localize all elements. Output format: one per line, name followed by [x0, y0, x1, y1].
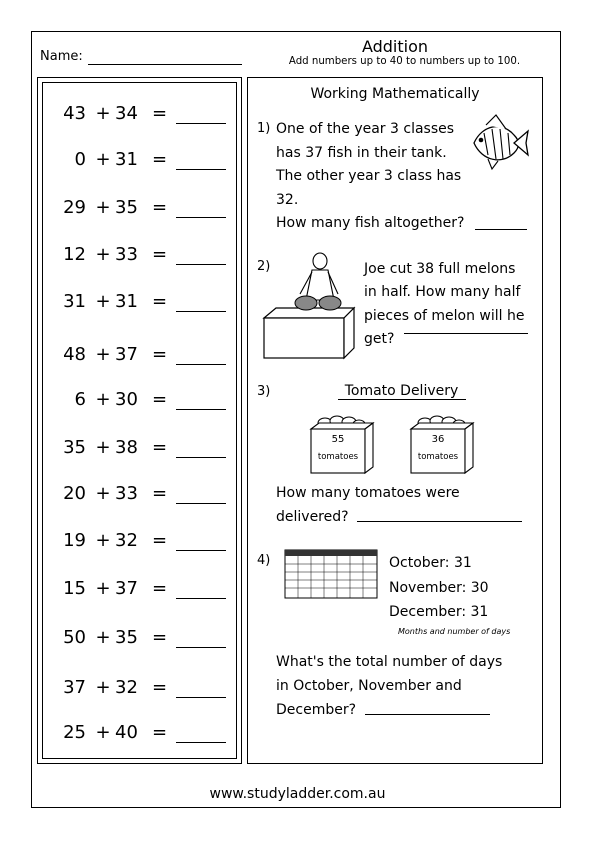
question-2-line-3: pieces of melon will he [364, 308, 525, 324]
problem-row [42, 677, 237, 705]
problem-answer-blank[interactable] [176, 598, 226, 599]
problem-answer-blank[interactable] [176, 123, 226, 124]
question-1-line-5: How many fish altogether? [276, 215, 465, 231]
problem-equals: = [152, 103, 168, 124]
problem-operator: + [95, 437, 111, 458]
problem-equals: = [152, 149, 168, 170]
question-3-title-underline [338, 399, 466, 400]
problem-addend-1: 20 [63, 483, 86, 504]
problem-equals: = [152, 344, 168, 365]
problem-row [42, 197, 237, 225]
question-4-number: 4) [257, 553, 271, 568]
question-1-number: 1) [257, 121, 271, 136]
problem-addend-2: 37 [115, 344, 138, 365]
problem-operator: + [95, 149, 111, 170]
problem-addend-2: 37 [115, 578, 138, 599]
problem-addend-2: 31 [115, 149, 138, 170]
question-1-answer-line[interactable] [475, 229, 527, 230]
fish-icon [468, 113, 530, 171]
question-3-line-2: delivered? [276, 509, 349, 525]
problem-answer-blank[interactable] [176, 217, 226, 218]
problem-row [42, 437, 237, 465]
question-4-answer-line[interactable] [365, 714, 490, 715]
problem-row [42, 722, 237, 750]
tomato-box-1-count: 55 [331, 434, 345, 445]
problem-row [42, 344, 237, 372]
problem-answer-blank[interactable] [176, 311, 226, 312]
problem-equals: = [152, 197, 168, 218]
problem-row [42, 530, 237, 558]
problem-operator: + [95, 103, 111, 124]
problem-answer-blank[interactable] [176, 169, 226, 170]
problem-equals: = [152, 627, 168, 648]
problem-operator: + [95, 197, 111, 218]
month-october: October: 31 [389, 555, 472, 571]
question-1-line-2: has 37 fish in their tank. [276, 145, 447, 161]
problem-addend-1: 29 [63, 197, 86, 218]
problem-answer-blank[interactable] [176, 550, 226, 551]
problem-addend-1: 35 [63, 437, 86, 458]
question-1-line-3: The other year 3 class has [276, 168, 462, 184]
problem-row [42, 244, 237, 272]
problem-addend-1: 15 [63, 578, 86, 599]
problem-operator: + [95, 677, 111, 698]
problem-addend-2: 35 [115, 197, 138, 218]
problem-addend-2: 30 [115, 389, 138, 410]
problem-operator: + [95, 530, 111, 551]
question-4-line-3: December? [276, 702, 357, 718]
problem-operator: + [95, 244, 111, 265]
question-4-line-2: in October, November and [276, 678, 462, 694]
question-2-line-1: Joe cut 38 full melons [364, 261, 516, 277]
problem-addend-1: 37 [63, 677, 86, 698]
problem-addend-2: 33 [115, 244, 138, 265]
problem-addend-2: 33 [115, 483, 138, 504]
working-mathematically-heading: Working Mathematically [310, 86, 480, 102]
problem-row [42, 389, 237, 417]
tomato-box-2-count: 36 [431, 434, 445, 445]
tomato-box-1-label: tomatoes [317, 452, 359, 462]
problem-operator: + [95, 291, 111, 312]
problem-equals: = [152, 244, 168, 265]
problem-row [42, 291, 237, 319]
month-november: November: 30 [389, 580, 489, 596]
problem-row [42, 103, 237, 131]
problem-addend-2: 40 [115, 722, 138, 743]
question-1-line-1: One of the year 3 classes [276, 121, 455, 137]
problem-equals: = [152, 677, 168, 698]
problem-row [42, 627, 237, 655]
problem-answer-blank[interactable] [176, 364, 226, 365]
question-2-answer-line[interactable] [404, 333, 528, 334]
problem-equals: = [152, 291, 168, 312]
problem-answer-blank[interactable] [176, 264, 226, 265]
problem-equals: = [152, 578, 168, 599]
problem-addend-2: 35 [115, 627, 138, 648]
problem-addend-1: 50 [63, 627, 86, 648]
problem-addend-2: 38 [115, 437, 138, 458]
problem-answer-blank[interactable] [176, 647, 226, 648]
problem-addend-2: 32 [115, 530, 138, 551]
worksheet-title: Addition [361, 37, 429, 56]
name-label: Name: [40, 49, 83, 64]
problem-row [42, 149, 237, 177]
question-2-line-2: in half. How many half [364, 284, 521, 300]
problems-inner-border [42, 82, 237, 759]
problem-addend-1: 12 [63, 244, 86, 265]
problem-addend-2: 31 [115, 291, 138, 312]
problem-operator: + [95, 722, 111, 743]
problem-addend-1: 25 [63, 722, 86, 743]
problem-addend-1: 48 [63, 344, 86, 365]
problem-addend-1: 43 [63, 103, 86, 124]
problem-equals: = [152, 530, 168, 551]
question-3-line-1: How many tomatoes were [276, 485, 460, 501]
problem-equals: = [152, 437, 168, 458]
problem-operator: + [95, 483, 111, 504]
melon-cutter-illustration [262, 250, 357, 362]
problem-operator: + [95, 389, 111, 410]
problem-operator: + [95, 627, 111, 648]
worksheet-subtitle: Add numbers up to 40 to numbers up to 100. [288, 56, 521, 67]
problem-answer-blank[interactable] [176, 457, 226, 458]
problem-equals: = [152, 389, 168, 410]
footer-url: www.studyladder.com.au [209, 786, 386, 802]
month-december: December: 31 [389, 604, 489, 620]
problem-operator: + [95, 578, 111, 599]
calendar-icon [284, 549, 378, 599]
months-note: Months and number of days [398, 627, 511, 636]
problem-equals: = [152, 722, 168, 743]
problem-addend-2: 32 [115, 677, 138, 698]
problem-addend-1: 0 [74, 149, 86, 170]
question-3-title: Tomato Delivery [344, 383, 459, 399]
problem-operator: + [95, 344, 111, 365]
question-2-line-4: get? [364, 331, 395, 347]
problem-answer-blank[interactable] [176, 742, 226, 743]
problem-row [42, 483, 237, 511]
problem-answer-blank[interactable] [176, 503, 226, 504]
question-1-line-4: 32. [276, 192, 299, 208]
problem-answer-blank[interactable] [176, 409, 226, 410]
problem-addend-1: 31 [63, 291, 86, 312]
question-3-answer-line[interactable] [357, 521, 522, 522]
question-4-line-1: What's the total number of days [276, 654, 503, 670]
problem-addend-2: 34 [115, 103, 138, 124]
problem-addend-1: 19 [63, 530, 86, 551]
problem-addend-1: 6 [74, 389, 86, 410]
name-field[interactable] [88, 64, 242, 65]
tomato-box-2-label: tomatoes [417, 452, 459, 462]
problem-equals: = [152, 483, 168, 504]
problem-answer-blank[interactable] [176, 697, 226, 698]
question-3-number: 3) [257, 384, 271, 399]
problem-row [42, 578, 237, 606]
question-2-number: 2) [257, 259, 271, 274]
